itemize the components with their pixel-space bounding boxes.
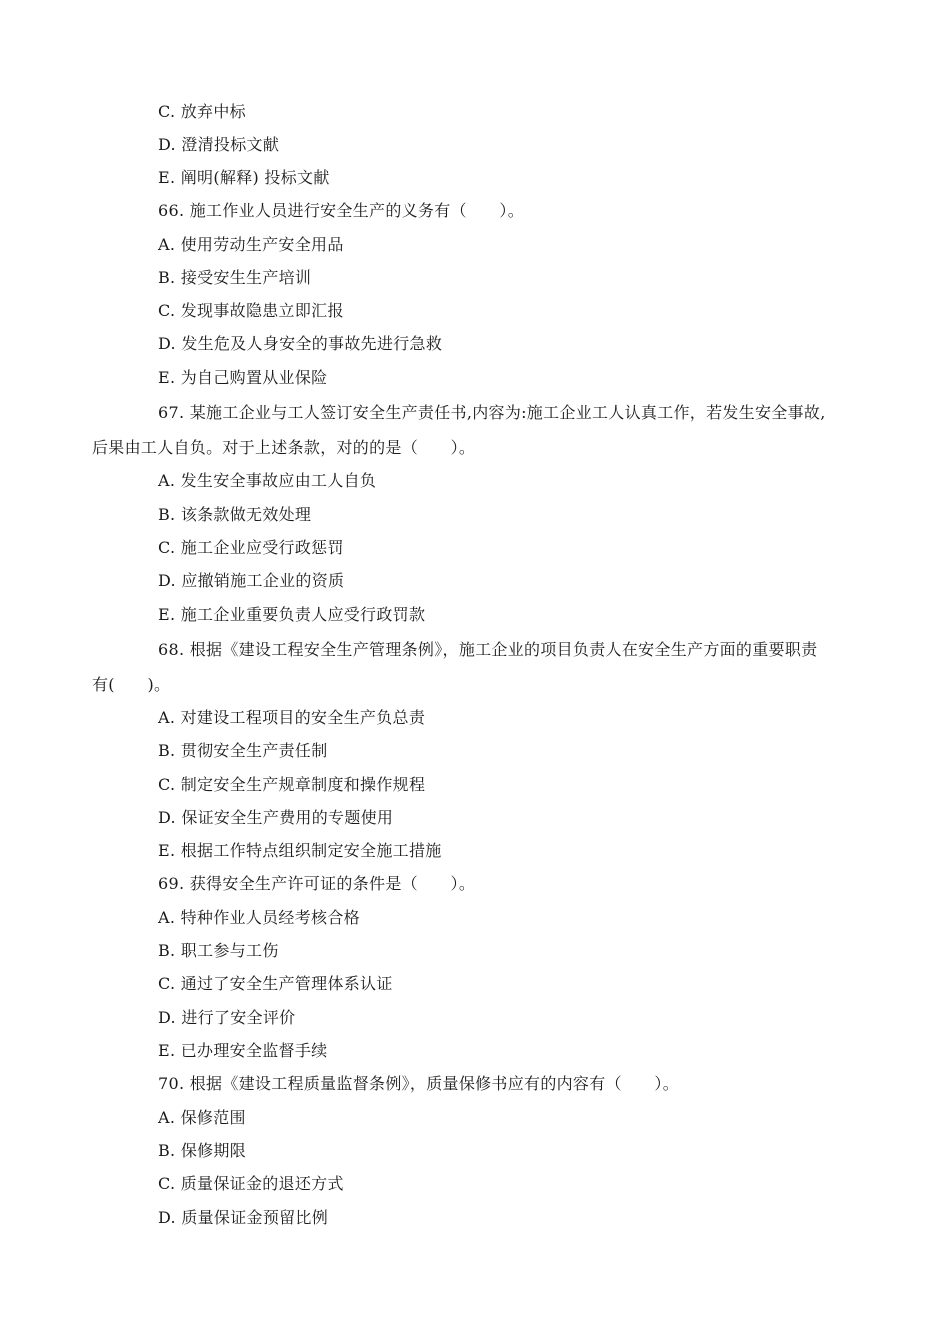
- option-66-e: E. 为自己购置从业保险: [158, 368, 328, 387]
- option-69-d: D. 进行了安全评价: [158, 1008, 296, 1027]
- option-67-c: C. 施工企业应受行政惩罚: [158, 538, 344, 557]
- question-67-continued: 后果由工人自负。对于上述条款，对的的是（ ）。: [92, 438, 476, 457]
- question-66: 66. 施工作业人员进行安全生产的义务有（ ）。: [158, 201, 525, 220]
- option-69-a: A. 特种作业人员经考核合格: [158, 908, 360, 927]
- question-70: 70. 根据《建设工程质量监督条例》，质量保修书应有的内容有（ ）。: [158, 1074, 680, 1093]
- question-68-continued: 有( )。: [92, 675, 171, 694]
- option-67-d: D. 应撤销施工企业的资质: [158, 571, 345, 590]
- option-66-d: D. 发生危及人身安全的事故先进行急救: [158, 334, 443, 353]
- option-67-e: E. 施工企业重要负责人应受行政罚款: [158, 605, 426, 624]
- option-65-d: D. 澄清投标文献: [158, 135, 280, 154]
- option-66-b: B. 接受安生生产培训: [158, 268, 312, 287]
- option-65-e: E. 阐明(解释) 投标文献: [158, 168, 330, 187]
- option-69-b: B. 职工参与工伤: [158, 941, 279, 960]
- option-68-c: C. 制定安全生产规章制度和操作规程: [158, 775, 426, 794]
- option-66-a: A. 使用劳动生产安全用品: [158, 235, 344, 254]
- option-68-e: E. 根据工作特点组织制定安全施工措施: [158, 841, 442, 860]
- option-67-b: B. 该条款做无效处理: [158, 505, 312, 524]
- option-65-c: C. 放弃中标: [158, 102, 246, 121]
- option-69-c: C. 通过了安全生产管理体系认证: [158, 974, 393, 993]
- question-67: 67. 某施工企业与工人签订安全生产责任书,内容为:施工企业工人认真工作，若发生安全事故,: [158, 403, 826, 422]
- option-70-b: B. 保修期限: [158, 1141, 247, 1160]
- option-70-d: D. 质量保证金预留比例: [158, 1208, 329, 1227]
- option-67-a: A. 发生安全事故应由工人自负: [158, 471, 377, 490]
- question-69: 69. 获得安全生产许可证的条件是（ ）。: [158, 874, 476, 893]
- option-66-c: C. 发现事故隐患立即汇报: [158, 301, 344, 320]
- option-69-e: E. 已办理安全监督手续: [158, 1041, 328, 1060]
- option-68-d: D. 保证安全生产费用的专题使用: [158, 808, 394, 827]
- option-68-b: B. 贯彻安全生产责任制: [158, 741, 328, 760]
- option-70-a: A. 保修范围: [158, 1108, 246, 1127]
- option-70-c: C. 质量保证金的退还方式: [158, 1174, 344, 1193]
- question-68: 68. 根据《建设工程安全生产管理条例》，施工企业的项目负责人在安全生产方面的重要职责: [158, 640, 818, 659]
- option-68-a: A. 对建设工程项目的安全生产负总责: [158, 708, 426, 727]
